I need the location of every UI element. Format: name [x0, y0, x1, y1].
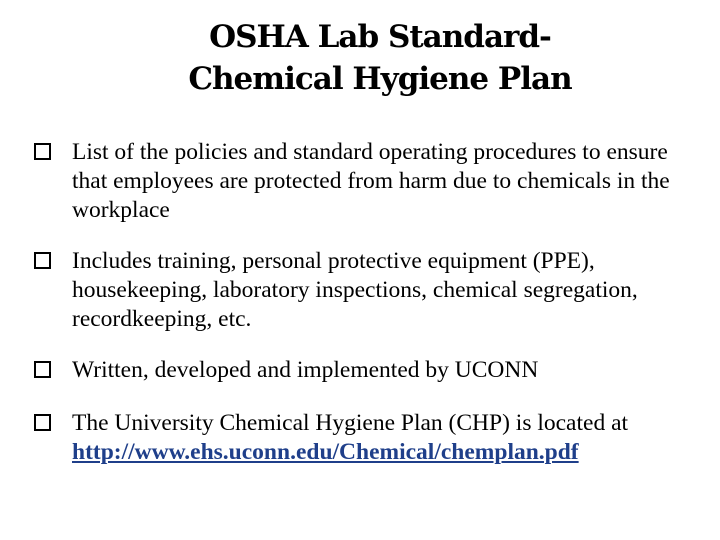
- square-bullet-icon: [34, 361, 51, 378]
- bullet-text: Written, developed and implemented by UCONN: [72, 357, 539, 383]
- square-bullet-icon: [34, 252, 51, 269]
- title-line-1: OSHA Lab Standard-: [209, 19, 551, 55]
- bullet-item: [34, 356, 704, 385]
- slide-title: [0, 16, 720, 100]
- bullet-list: [34, 138, 704, 489]
- bullet-text: List of the policies and standard operating procedures to ensure that employees are protected from harm due to chemicals in the workplace: [72, 139, 670, 223]
- square-bullet-icon: [34, 414, 51, 431]
- bullet-item: [34, 138, 704, 225]
- bullet-text: The University Chemical Hygiene Plan (CHP) is located at: [72, 410, 629, 436]
- bullet-text: Includes training, personal protective equipment (PPE), housekeeping, laboratory inspections, chemical segregation, recordkeeping, etc.: [72, 248, 638, 332]
- bullet-item: [34, 409, 704, 467]
- bullet-item: [34, 247, 704, 334]
- title-line-2: Chemical Hygiene Plan: [188, 61, 572, 97]
- chp-pdf-link[interactable]: http://www.ehs.uconn.edu/Chemical/chemplan.pdf: [72, 439, 579, 465]
- square-bullet-icon: [34, 143, 51, 160]
